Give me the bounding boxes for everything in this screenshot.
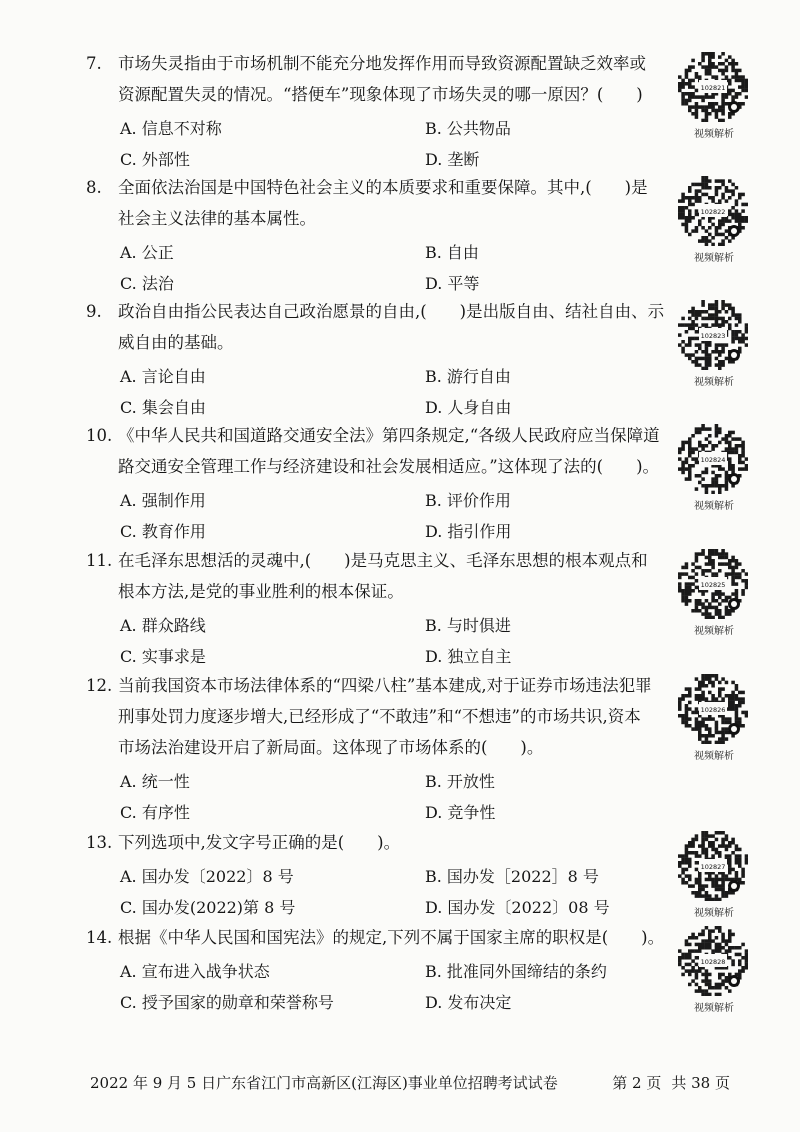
- svg-text:102822: 102822: [700, 208, 726, 216]
- option-b[interactable]: B. 自由: [425, 243, 479, 262]
- option-c[interactable]: C. 授予国家的勋章和荣誉称号: [120, 993, 334, 1012]
- qr-caption: 视频解析: [694, 129, 734, 140]
- question-text-line: 《中华人民共和国道路交通安全法》第四条规定,“各级人民政府应当保障道: [118, 426, 660, 445]
- option-d[interactable]: D. 垄断: [425, 150, 480, 169]
- svg-text:102824: 102824: [700, 456, 726, 464]
- option-d[interactable]: D. 平等: [425, 274, 480, 293]
- qr-caption: 视频解析: [694, 253, 734, 264]
- qr-caption: 视频解析: [694, 751, 734, 762]
- question-text-line: 威自由的基础。: [118, 333, 234, 352]
- question-text-line: 路交通安全管理工作与经济建设和社会发展相适应。”这体现了法的( )。: [118, 457, 660, 476]
- option-b[interactable]: B. 批准同外国缔结的条约: [425, 962, 607, 981]
- question-text-line: 根本方法,是党的事业胜利的根本保证。: [118, 582, 404, 601]
- svg-text:102821: 102821: [700, 84, 726, 92]
- option-b[interactable]: B. 国办发［2022］8 号: [425, 867, 599, 886]
- svg-text:102827: 102827: [700, 863, 726, 871]
- qr-caption: 视频解析: [694, 377, 734, 388]
- option-b[interactable]: B. 与时俱进: [425, 616, 511, 635]
- option-c[interactable]: C. 实事求是: [120, 647, 206, 666]
- option-a[interactable]: A. 公正: [120, 243, 174, 262]
- question-text-line: 市场法治建设开启了新局面。这体现了市场体系的( )。: [118, 738, 544, 757]
- option-a[interactable]: A. 信息不对称: [120, 119, 222, 138]
- qr-caption: 视频解析: [694, 501, 734, 512]
- total-pages: 共 38 页: [671, 1074, 730, 1092]
- option-a[interactable]: A. 统一性: [120, 772, 190, 791]
- question-number: 14.: [86, 928, 113, 947]
- option-a[interactable]: A. 宣布进入战争状态: [120, 962, 270, 981]
- option-d[interactable]: D. 人身自由: [425, 398, 512, 417]
- qr-code-icon[interactable]: [678, 831, 748, 901]
- page-footer: [90, 1072, 730, 1093]
- question-text-line: 当前我国资本市场法律体系的“四梁八柱”基本建成,对于证券市场违法犯罪: [118, 676, 652, 695]
- option-c[interactable]: C. 集会自由: [120, 398, 206, 417]
- question-text-line: 根据《中华人民国和国宪法》的规定,下列不属于国家主席的职权是( )。: [118, 928, 665, 947]
- option-d[interactable]: D. 竞争性: [425, 803, 496, 822]
- qr-code-icon[interactable]: [678, 926, 748, 996]
- question-text-line: 下列选项中,发文字号正确的是( )。: [118, 833, 401, 852]
- option-a[interactable]: A. 强制作用: [120, 491, 206, 510]
- option-c[interactable]: C. 外部性: [120, 150, 190, 169]
- option-b[interactable]: B. 游行自由: [425, 367, 511, 386]
- option-a[interactable]: A. 国办发〔2022〕8 号: [120, 867, 294, 886]
- question-text-line: 在毛泽东思想活的灵魂中,( )是马克思主义、毛泽东思想的根本观点和: [118, 551, 648, 570]
- question-text-line: 全面依法治国是中国特色社会主义的本质要求和重要保障。其中,( )是: [118, 178, 648, 197]
- current-page: 第 2 页: [612, 1074, 662, 1092]
- question-text-line: 刑事处罚力度逐步增大,已经形成了“不敢违”和“不想违”的市场共识,资本: [118, 707, 641, 726]
- question-number: 8.: [86, 178, 102, 197]
- qr-caption: 视频解析: [694, 626, 734, 637]
- option-d[interactable]: D. 发布决定: [425, 993, 512, 1012]
- question-number: 7.: [86, 54, 102, 73]
- qr-code-icon[interactable]: [678, 300, 748, 370]
- question-text-line: 资源配置失灵的情况。“搭便车”现象体现了市场失灵的哪一原因？( ): [118, 85, 643, 104]
- option-d[interactable]: D. 国办发〔2022〕08 号: [425, 898, 610, 917]
- qr-code-icon[interactable]: [678, 674, 748, 744]
- qr-code-icon[interactable]: [678, 549, 748, 619]
- question-text-line: 市场失灵指由于市场机制不能充分地发挥作用而导致资源配置缺乏效率或: [118, 54, 646, 73]
- question-number: 11.: [86, 551, 113, 570]
- question-number: 12.: [86, 676, 113, 695]
- qr-code-icon[interactable]: [678, 176, 748, 246]
- option-b[interactable]: B. 公共物品: [425, 119, 511, 138]
- option-c[interactable]: C. 教育作用: [120, 522, 206, 541]
- option-d[interactable]: D. 独立自主: [425, 647, 512, 666]
- option-a[interactable]: A. 群众路线: [120, 616, 206, 635]
- svg-text:102828: 102828: [700, 958, 726, 966]
- qr-caption: 视频解析: [694, 908, 734, 919]
- question-number: 13.: [86, 833, 113, 852]
- question-number: 10.: [86, 426, 113, 445]
- exam-title: 2022 年 9 月 5 日广东省江门市高新区(江海区)事业单位招聘考试试卷: [90, 1074, 558, 1092]
- option-c[interactable]: C. 有序性: [120, 803, 190, 822]
- qr-code-icon[interactable]: [678, 52, 748, 122]
- svg-text:102826: 102826: [700, 706, 726, 714]
- page-number: [602, 1072, 730, 1093]
- question-number: 9.: [86, 302, 102, 321]
- qr-code-icon[interactable]: [678, 424, 748, 494]
- svg-text:102823: 102823: [700, 332, 726, 340]
- option-c[interactable]: C. 法治: [120, 274, 174, 293]
- option-c[interactable]: C. 国办发(2022)第 8 号: [120, 898, 296, 917]
- option-b[interactable]: B. 评价作用: [425, 491, 511, 510]
- qr-caption: 视频解析: [694, 1003, 734, 1014]
- option-d[interactable]: D. 指引作用: [425, 522, 512, 541]
- question-text-line: 政治自由指公民表达自己政治愿景的自由,( )是出版自由、结社自由、示: [118, 302, 665, 321]
- option-b[interactable]: B. 开放性: [425, 772, 495, 791]
- option-a[interactable]: A. 言论自由: [120, 367, 206, 386]
- question-text-line: 社会主义法律的基本属性。: [118, 209, 316, 228]
- svg-text:102825: 102825: [700, 581, 726, 589]
